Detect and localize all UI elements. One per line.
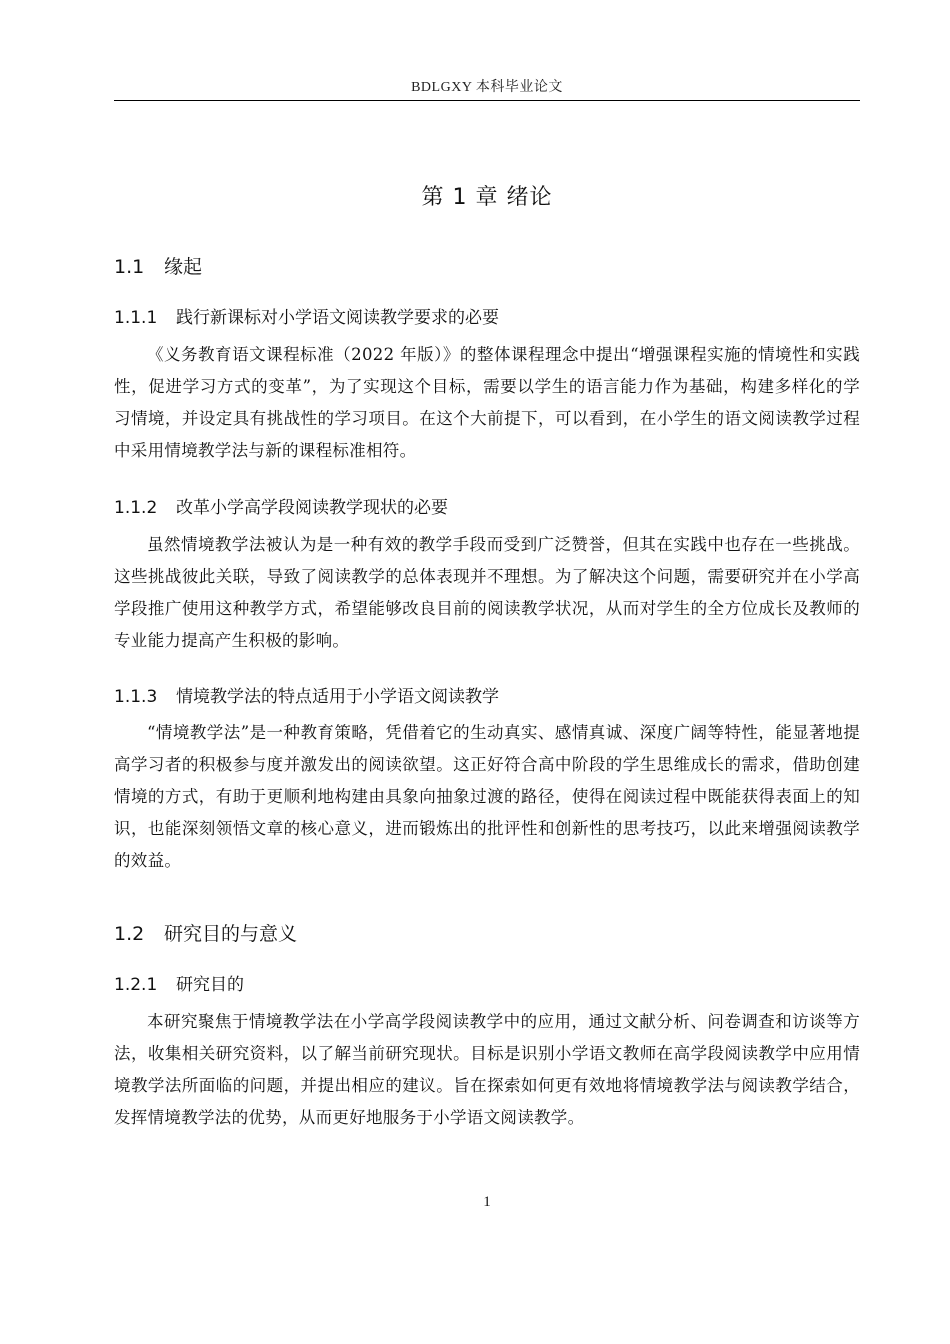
subsection-title: 改革小学高学段阅读教学现状的必要 (176, 498, 448, 518)
section-number: 1.2 (114, 923, 145, 945)
section-title: 研究目的与意义 (164, 923, 298, 945)
subsection-number: 1.2.1 (114, 975, 158, 995)
section-title: 缘起 (164, 256, 203, 278)
body-paragraph: “情境教学法”是一种教育策略，凭借着它的生动真实、感情真诚、深度广阔等特性，能显著地提高学习者的积极参与度并激发出的阅读欲望。这正好符合高中阶段的学生思维成长的需求，借助创建情境的方式，有助于更顺利地构建由具象向抽象过渡的路径，使得在阅读过程中既能获得表面上的知识，也能深刻领悟文章的核心意义，进而锻炼出的批评性和创新性的思考技巧，以此来增强阅读教学的效益。 (114, 723, 860, 870)
section-heading (114, 252, 202, 279)
subsection-number: 1.1.3 (114, 687, 158, 707)
header-rule (114, 100, 860, 101)
subsection-title: 研究目的 (176, 975, 244, 995)
chapter-title: 第 1 章 绪论 (421, 185, 553, 210)
subsection-heading (114, 493, 448, 518)
subsection-number: 1.1.2 (114, 498, 158, 518)
subsection-heading (114, 682, 499, 707)
page-number: 1 (483, 1194, 491, 1210)
subsection-number: 1.1.1 (114, 308, 158, 328)
running-header: BDLGXY 本科毕业论文 (411, 80, 563, 95)
body-paragraph: 本研究聚焦于情境教学法在小学高学段阅读教学中的应用，通过文献分析、问卷调查和访谈等方法，收集相关研究资料，以了解当前研究现状。目标是识别小学语文教师在高学段阅读教学中应用情境教学法所面临的问题，并提出相应的建议。旨在探索如何更有效地将情境教学法与阅读教学结合，发挥情境教学法的优势，从而更好地服务于小学语文阅读教学。 (114, 1012, 860, 1127)
body-paragraph: 虽然情境教学法被认为是一种有效的教学手段而受到广泛赞誉，但其在实践中也存在一些挑战。这些挑战彼此关联，导致了阅读教学的总体表现并不理想。为了解决这个问题，需要研究并在小学高学段推广使用这种教学方式，希望能够改良目前的阅读教学状况，从而对学生的全方位成长及教师的专业能力提高产生积极的影响。 (114, 535, 860, 650)
section-number: 1.1 (114, 256, 145, 278)
subsection-title: 情境教学法的特点适用于小学语文阅读教学 (176, 687, 499, 707)
section-heading (114, 919, 297, 946)
subsection-title: 践行新课标对小学语文阅读教学要求的必要 (176, 308, 499, 328)
body-paragraph: 《义务教育语文课程标准（2022 年版）》的整体课程理念中提出“增强课程实施的情境性和实践性，促进学习方式的变革”，为了实现这个目标，需要以学生的语言能力作为基础，构建多样化的学习情境，并设定具有挑战性的学习项目。在这个大前提下，可以看到，在小学生的语文阅读教学过程中采用情境教学法与新的课程标准相符。 (114, 345, 860, 460)
subsection-heading (114, 303, 499, 328)
subsection-heading (114, 970, 244, 995)
